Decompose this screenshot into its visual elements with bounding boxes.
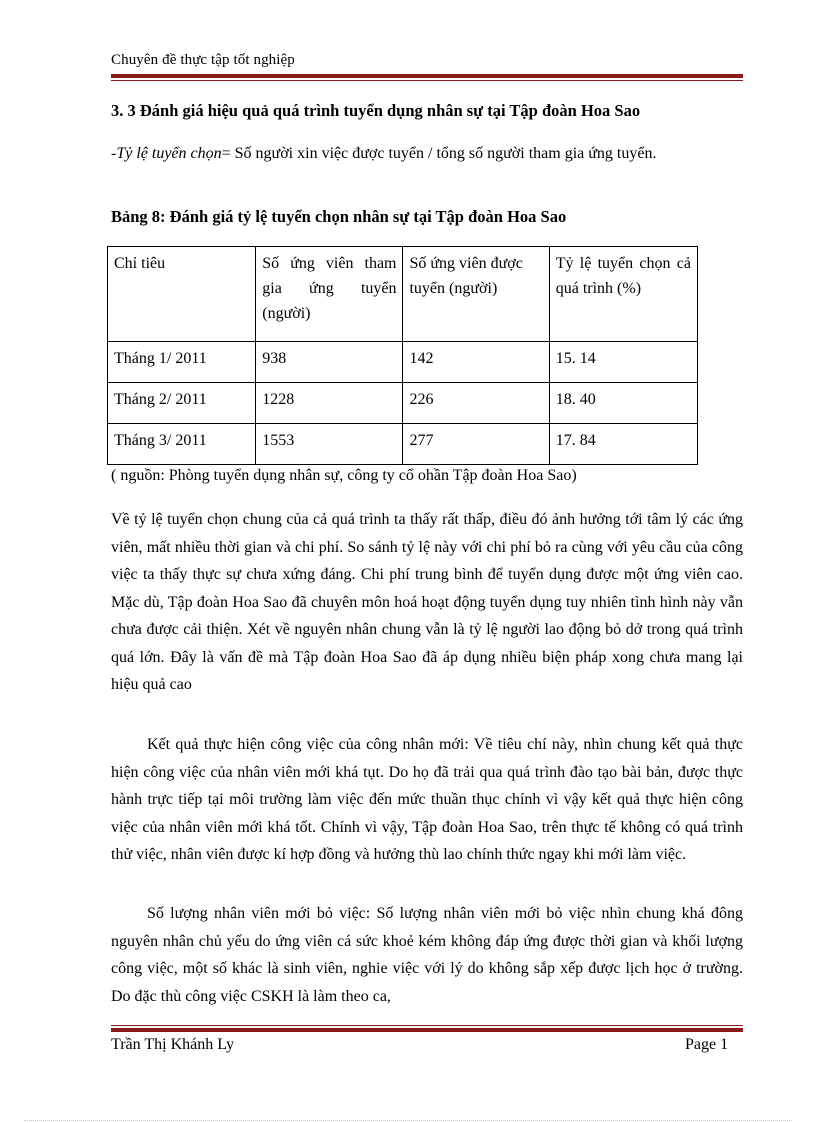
table-cell: 17. 84 — [549, 424, 697, 465]
table-cell: Tháng 2/ 2011 — [108, 383, 256, 424]
page-edge-divider — [24, 1120, 792, 1121]
recruitment-rate-table — [107, 246, 698, 465]
table-header-cell: Chỉ tiêu — [108, 247, 256, 342]
page-number: Page 1 — [685, 1036, 729, 1053]
table-cell: 226 — [403, 383, 549, 424]
body-paragraph: Kết quả thực hiện công việc của công nhân mới: Về tiêu chí này, nhìn chung kết quả thực hiện công việc của nhân viên mới khá tụt. Do họ đã trải qua quá trình đào tạo bài bản, được thực hành trực tiếp tại môi trường làm việc đến mức thuần thục chính vì vậy kết quả thực hiện công việc của nhân viên mới khá tốt. Chính vì vậy, Tập đoàn Hoa Sao, trên thực tế không có quá trình thử việc, nhân viên được kí hợp đồng và hưởng thù lao chính thức ngay khi mới làm việc. — [111, 736, 743, 863]
table-cell: Tháng 1/ 2011 — [108, 342, 256, 383]
table-source-note: ( nguồn: Phòng tuyển dụng nhân sự, công ty cổ ohần Tập đoàn Hoa Sao) — [111, 467, 577, 484]
table-header-cell: Số ứng viên tham gia ứng tuyển (người) — [256, 247, 403, 342]
body-paragraph: Về tỷ lệ tuyển chọn chung của cả quá trình ta thấy rất thấp, điều đó ảnh hưởng tới tâm lý các ứng viên, mất nhiều thời gian và chi phí. So sánh tỷ lệ này với chi phí bỏ ra cùng với yêu cầu của công việc ta thấy thực sự chưa xứng đáng. Chi phí trung bình để tuyển dụng được một ứng viên cao. Mặc dù, Tập đoàn Hoa Sao đã chuyên môn hoá hoạt động tuyển dụng tuy nhiên tình hình này vẫn chưa được cải thiện. Xét về nguyên nhân chung vẫn là tỷ lệ người lao động bỏ dở trong quá trình quá lớn. Đây là vấn đề mà Tập đoàn Hoa Sao đã áp dụng nhiều biện pháp xong chưa mang lại hiệu quả cao — [111, 511, 743, 693]
table-cell: 277 — [403, 424, 549, 465]
formula-text: = Số người xin việc được tuyển / tổng số người tham gia ứng tuyển. — [221, 145, 657, 162]
running-header: Chuyên đề thực tập tốt nghiệp — [111, 52, 295, 68]
formula-term: Tỷ lệ tuyển chọn — [116, 145, 222, 162]
table-cell: 15. 14 — [549, 342, 697, 383]
table-row — [108, 383, 698, 424]
table-row — [108, 342, 698, 383]
table-cell: 142 — [403, 342, 549, 383]
body-paragraph: Số lượng nhân viên mới bỏ việc: Số lượng nhân viên mới bỏ việc nhìn chung khá đông nguyên nhân chủ yếu do ứng viên cá sức khoẻ kém không đáp ứng được thời gian và khối lượng công việc, một số khác là sinh viên, nghie việc với lý do không sắp xếp được lịch học ở trường. Do đặc thù công việc CSKH là làm theo ca, — [111, 905, 743, 1005]
table-cell: 938 — [256, 342, 403, 383]
table-row — [108, 424, 698, 465]
table-cell: 1228 — [256, 383, 403, 424]
table-header-cell: Tỷ lệ tuyển chọn cả quá trình (%) — [549, 247, 697, 342]
footer-author: Trần Thị Khánh Ly — [111, 1036, 235, 1053]
footer-rule — [111, 1025, 743, 1032]
formula-definition — [111, 141, 743, 167]
table-cell: 18. 40 — [549, 383, 697, 424]
table-header-row — [108, 247, 698, 342]
header-rule — [111, 74, 743, 81]
table-cell: Tháng 3/ 2011 — [108, 424, 256, 465]
table-caption: Bảng 8: Đánh giá tỷ lệ tuyển chọn nhân sự tại Tập đoàn Hoa Sao — [111, 207, 567, 226]
table-cell: 1553 — [256, 424, 403, 465]
table-header-cell: Số ứng viên được tuyển (người) — [403, 247, 549, 342]
formula-prefix: - — [111, 145, 117, 162]
section-heading: 3. 3 Đánh giá hiệu quả quá trình tuyển dụng nhân sự tại Tập đoàn Hoa Sao — [111, 101, 641, 120]
